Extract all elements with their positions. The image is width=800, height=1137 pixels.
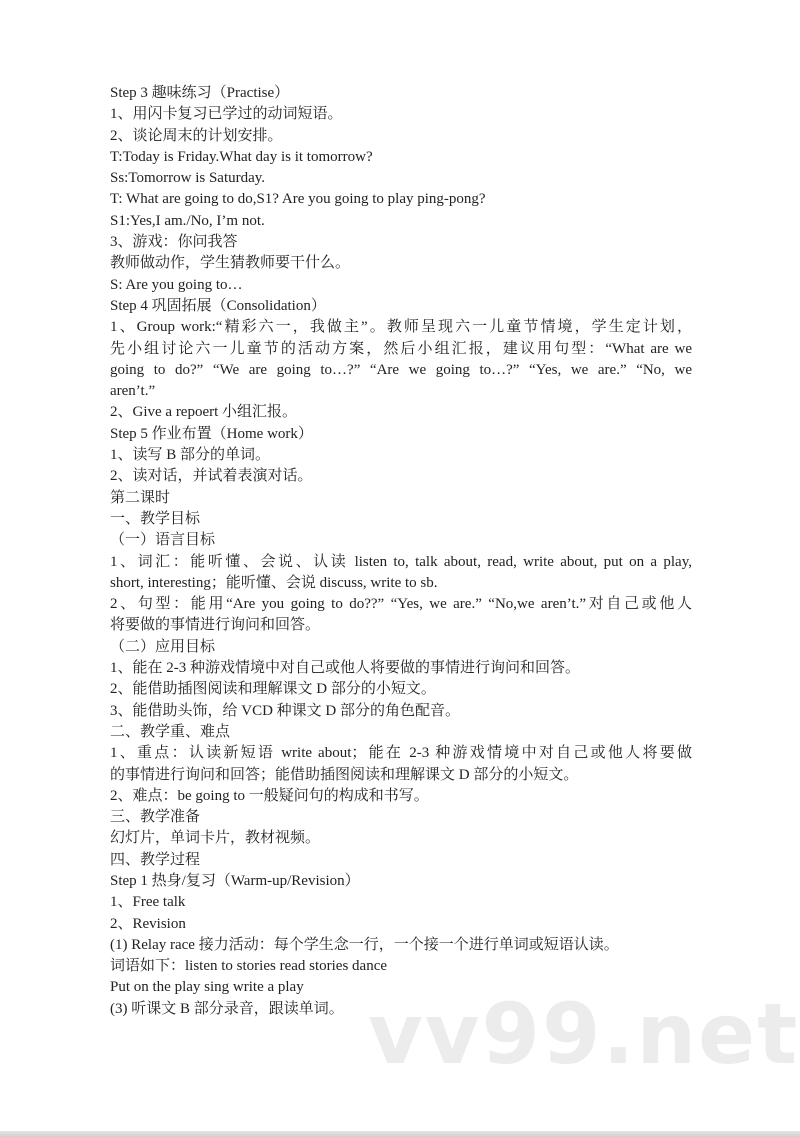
text-line: 幻灯片，单词卡片，教材视频。 [110, 830, 321, 847]
text-line: （二）应用目标 [110, 638, 216, 655]
text-line: 教师做动作，学生猜教师要干什么。 [110, 255, 351, 272]
text-line: 第二课时 [110, 489, 171, 506]
text-line: （一）语言目标 [110, 532, 216, 549]
text-line: T:Today is Friday.What day is it tomorrow? [110, 148, 373, 165]
text-line: aren’t.” [110, 383, 156, 400]
text-line: 1、用闪卡复习已学过的动词短语。 [110, 106, 343, 123]
text-line: 词语如下：listen to stories read stories dance [110, 958, 388, 975]
text-line: 2、难点：be going to 一般疑问句的构成和书写。 [110, 787, 429, 804]
document-body [110, 83, 692, 1020]
text-line: S: Are you going to… [110, 276, 243, 293]
text-line: 先小组讨论六一儿童节的活动方案，然后小组汇报，建议用句型：“What are we [110, 340, 692, 357]
text-line: 1、能在 2-3 种游戏情境中对自己或他人将要做的事情进行询问和回答。 [110, 660, 580, 677]
watermark: vv99.net [368, 985, 800, 1083]
text-line: 2、Revision [110, 915, 186, 932]
text-line: 三、教学准备 [110, 809, 201, 826]
text-line: S1:Yes,I am./No, I’m not. [110, 212, 265, 229]
text-line: 1、Group work:“精彩六一，我做主”。教师呈现六一儿童节情境，学生定计划， [110, 319, 692, 336]
text-line: Step 3 趣味练习（Practise） [110, 85, 290, 101]
text-line: Step 5 作业布置（Home work） [110, 425, 313, 442]
text-line: going to do?” “We are going to…?” “Are we going to…?” “Yes, we are.” “No, we [110, 361, 692, 378]
text-line: Ss:Tomorrow is Saturday. [110, 170, 266, 187]
text-line: 一、教学目标 [110, 510, 201, 527]
text-line: T: What are going to do,S1? Are you going to play ping-pong? [110, 191, 486, 208]
text-line: Step 4 巩固拓展（Consolidation） [110, 297, 326, 314]
text-line: (1) Relay race 接力活动：每个学生念一行，一个接一个进行单词或短语认读。 [110, 936, 619, 953]
text-line: 二、教学重、难点 [110, 723, 231, 740]
text-line: 1、Free talk [110, 894, 186, 911]
page-edge [0, 1131, 800, 1137]
text-line: 2、读对话，并试着表演对话。 [110, 468, 313, 485]
text-line: 2、能借助插图阅读和理解课文 D 部分的小短文。 [110, 681, 436, 698]
text-line: Step 1 热身/复习（Warm-up/Revision） [110, 872, 360, 889]
text-line: 2、Give a repoert 小组汇报。 [110, 404, 298, 421]
text-line: 的事情进行询问和回答；能借助插图阅读和理解课文 D 部分的小短文。 [110, 766, 579, 783]
text-line: 1、重点：认读新短语 write about；能在 2-3 种游戏情境中对自己或他人将要做 [110, 745, 692, 762]
text-line: 1、读写 B 部分的单词。 [110, 447, 271, 464]
text-line: 四、教学过程 [110, 851, 201, 868]
text-line: Put on the play sing write a play [110, 979, 304, 996]
text-line: 3、游戏：你问我答 [110, 234, 238, 251]
text-line: 3、能借助头饰，给 VCD 种课文 D 部分的角色配音。 [110, 702, 461, 719]
text-line: short, interesting；能听懂、会说 discuss, write to sb. [110, 574, 438, 591]
text-line: 2、谈论周末的计划安排。 [110, 127, 283, 144]
text-line: 2、句型：能用“Are you going to do??” “Yes, we are.” “No,we aren’t.”对自己或他人 [110, 596, 692, 613]
text-line: 1、词汇：能听懂、会说、认读 listen to, talk about, read, write about, put on a play, [110, 553, 692, 570]
text-line: 将要做的事情进行询问和回答。 [110, 617, 321, 634]
text-line: (3) 听课文 B 部分录音，跟读单词。 [110, 1000, 344, 1017]
